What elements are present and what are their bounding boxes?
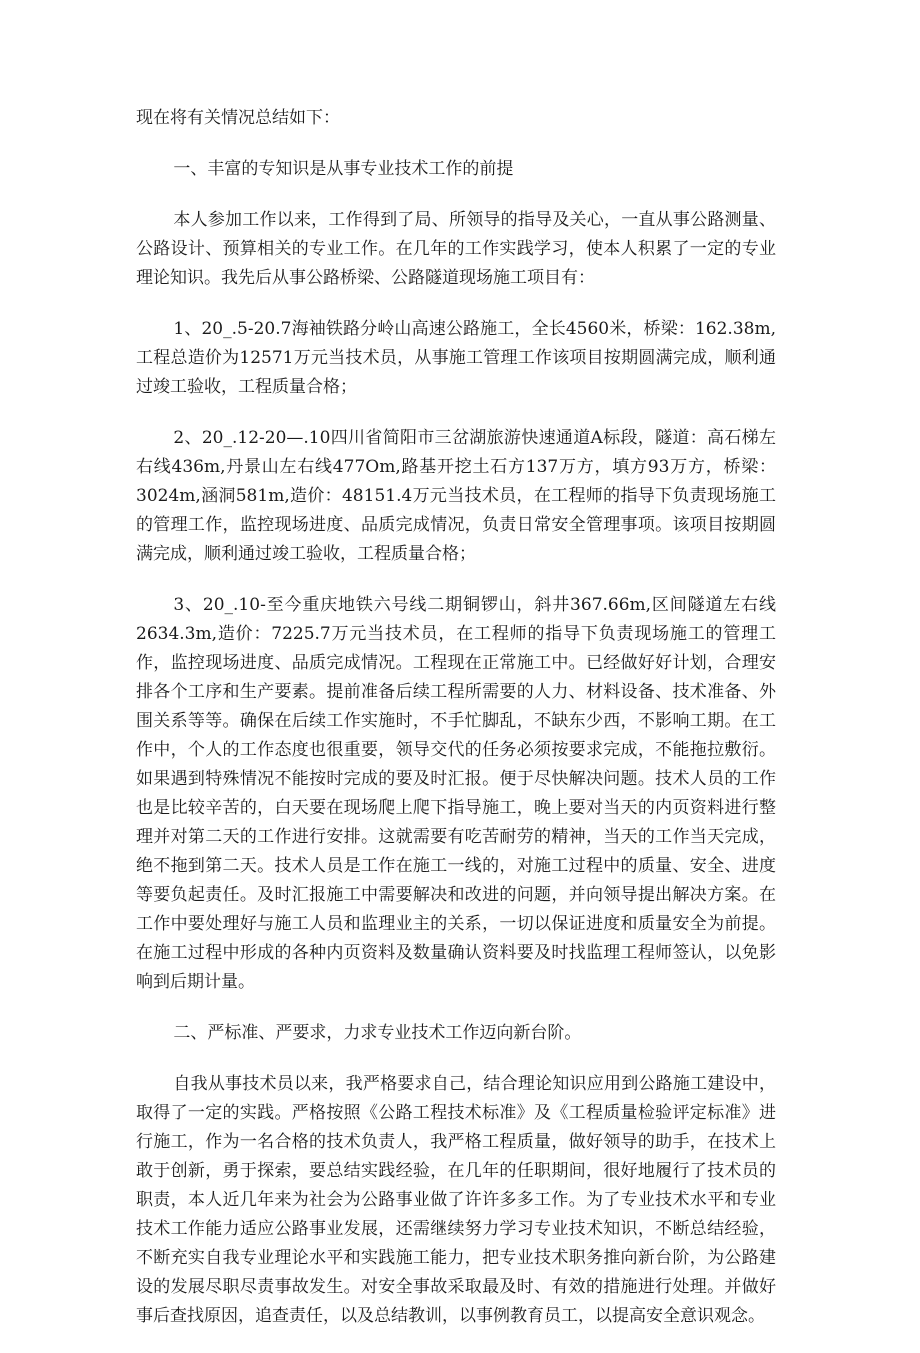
document-body (136, 104, 776, 1353)
section-heading-2: 二、严标准、严要求，力求专业技术工作迈向新台阶。 (173, 1023, 582, 1043)
section-heading-1: 一、丰富的专知识是从事专业技术工作的前提 (173, 159, 514, 179)
project-item-3: 3、20_.10-至今重庆地铁六号线二期铜锣山，斜井367.66m,区间隧道左右线2634.3m,造价：7225.7万元当技术员，在工程师的指导下负责现场施工的管理工作，监控现场进度、品质完成情况。工程现在正常施工中。已经做好好计划，合理安排各个工序和生产要素。提前准备后续工程所需要的人力、材料设备、技术准备、外围关系等等。确保在后续工作实施时，不手忙脚乱，不缺东少西，不影响工期。在工作中，个人的工作态度也很重要，领导交代的任务必须按要求完成，不能拖拉敷衍。如果遇到特殊情况不能按时完成的要及时汇报。便于尽快解决问题。技术人员的工作也是比较辛苦的，白天要在现场爬上爬下指导施工，晚上要对当天的内页资料进行整理并对第二天的工作进行安排。这就需要有吃苦耐劳的精神，当天的工作当天完成，绝不拖到第二天。技术人员是工作在施工一线的，对施工过程中的质量、安全、进度等要负起责任。及时汇报施工中需要解决和改进的问题，并向领导提出解决方案。在工作中要处理好与施工人员和监理业主的关系，一切以保证进度和质量安全为前提。在施工过程中形成的各种内页资料及数量确认资料要及时找监理工程师签认，以免影响到后期计量。 (136, 595, 776, 992)
body-paragraph: 本人参加工作以来，工作得到了局、所领导的指导及关心，一直从事公路测量、公路设计、预算相关的专业工作。在几年的工作实践学习，使本人积累了一定的专业理论知识。我先后从事公路桥梁、公路隧道现场施工项目有： (136, 210, 776, 288)
intro-line: 现在将有关情况总结如下： (136, 108, 340, 128)
project-item-1: 1、20_.5-20.7海袖铁路分岭山高速公路施工，全长4560米，桥梁：162.38m,工程总造价为12571万元当技术员，从事施工管理工作该项目按期圆满完成，顺利通过竣工验收，工程质量合格； (136, 319, 776, 397)
body-paragraph: 自我从事技术员以来，我严格要求自己，结合理论知识应用到公路施工建设中，取得了一定的实践。严格按照《公路工程技术标准》及《工程质量检验评定标准》进行施工，作为一名合格的技术负责人，我严格工程质量，做好领导的助手，在技术上敢于创新，勇于探索，要总结实践经验，在几年的任职期间，很好地履行了技术员的职责，本人近几年来为社会为公路事业做了许许多多工作。为了专业技术水平和专业技术工作能力适应公路事业发展，还需继续努力学习专业技术知识，不断总结经验，不断充实自我专业理论水平和实践施工能力，把专业技术职务推向新台阶，为公路建设的发展尽职尽责事故发生。对安全事故采取最及时、有效的措施进行处理。并做好事后查找原因，追查责任，以及总结教训，以事例教育员工，以提高安全意识观念。 (136, 1074, 776, 1326)
project-item-2: 2、20_.12-20—.10四川省简阳市三岔湖旅游快速通道A标段，隧道：高石梯左右线436m,丹景山左右线477Om,路基开挖土石方137万方，填方93万方，桥梁：3024m,涵洞581m,造价：48151.4万元当技术员，在工程师的指导下负责现场施工的管理工作，监控现场进度、品质完成情况，负责日常安全管理事项。该项目按期圆满完成，顺利通过竣工验收，工程质量合格； (136, 428, 776, 564)
